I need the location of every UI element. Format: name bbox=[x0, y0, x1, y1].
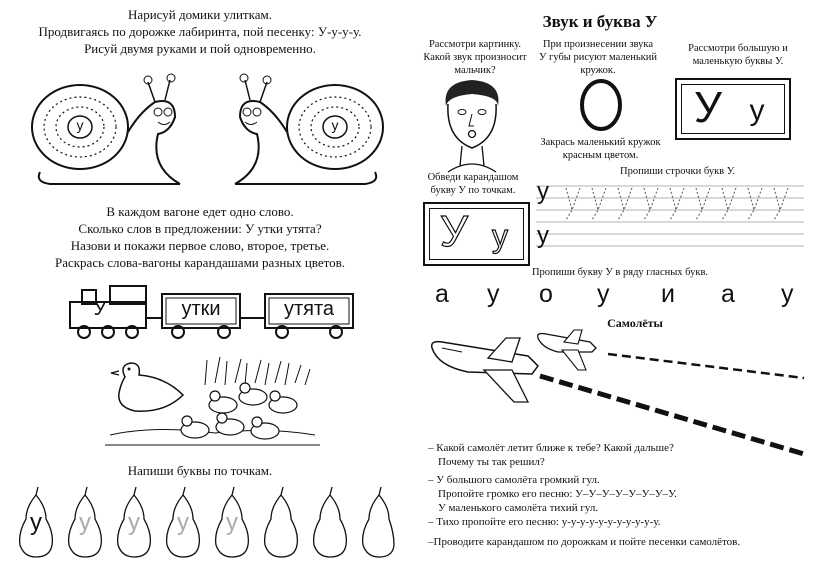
trace-caption: Обведи карандашом букву У по точкам. bbox=[427, 172, 519, 196]
question-line: – У большого самолёта громкий гул. bbox=[428, 474, 600, 486]
letters-box bbox=[675, 78, 791, 140]
question-line: Почему ты так решил? bbox=[438, 456, 545, 468]
instruction-line: Нарисуй домики улиткам. bbox=[128, 7, 272, 22]
trace-big-letter: У bbox=[440, 207, 468, 256]
snail-letter: у bbox=[76, 117, 84, 133]
pear-letter: у bbox=[79, 509, 91, 536]
instruction-line: Сколько слов в предложении: У утки утята? bbox=[78, 221, 322, 236]
boy-face-illustration bbox=[438, 76, 506, 174]
picture-caption: Рассмотри картинку. Какой звук произносит мальчик? bbox=[423, 39, 527, 76]
circle-caption: Закрась маленький кружок красным цветом. bbox=[540, 137, 661, 161]
question-line: У маленького самолёта тихий гул. bbox=[438, 502, 599, 514]
train-word: утята bbox=[283, 298, 335, 320]
ducks-illustration bbox=[105, 355, 320, 450]
sample-letter: у bbox=[537, 222, 549, 249]
instruction-line: Раскрась слова-вагоны карандашами разных цветов. bbox=[54, 255, 346, 270]
write-caption: Пропиши строчки букв У. bbox=[620, 166, 736, 177]
pear-letter: у bbox=[177, 509, 189, 536]
handwriting-lines bbox=[536, 180, 804, 252]
snail-instructions bbox=[0, 6, 400, 58]
instruction-line: Рисуй двумя руками и пой одновременно. bbox=[84, 41, 316, 56]
snail-left-illustration bbox=[30, 72, 190, 192]
vowel-letter: о bbox=[539, 280, 553, 308]
trace-box bbox=[423, 202, 530, 266]
vowel-letter: а bbox=[721, 280, 735, 308]
page-title: Звук и буква У bbox=[542, 12, 658, 31]
lips-circle-icon bbox=[578, 78, 624, 132]
sample-letter: у bbox=[537, 178, 549, 205]
vowels-row bbox=[425, 278, 805, 312]
snail-letter: у bbox=[331, 117, 339, 133]
question-line: –Проводите карандашом по дорожкам и пойте песенки самолётов. bbox=[428, 536, 741, 548]
instruction-line: Назови и покажи первое слово, второе, третье. bbox=[70, 238, 330, 253]
small-letter: у bbox=[749, 94, 765, 127]
question-line: – Тихо пропойте его песню: у-у-у-у-у-у-у-у-у-у-у. bbox=[428, 516, 661, 528]
pears-row bbox=[14, 487, 394, 559]
snail-right-illustration bbox=[225, 72, 385, 192]
instruction-line: В каждом вагоне едет одно слово. bbox=[106, 204, 294, 219]
pear-letter: у bbox=[128, 509, 140, 536]
question-line: – Какой самолёт летит ближе к тебе? Какой дальше? bbox=[428, 442, 674, 454]
pears-instruction: Напиши буквы по точкам. bbox=[127, 463, 273, 478]
pear-letter: у bbox=[30, 509, 42, 536]
letters-caption: Рассмотри большую и маленькую буквы У. bbox=[688, 43, 788, 67]
train-instructions bbox=[0, 203, 400, 273]
big-letter: У bbox=[694, 83, 722, 132]
lips-caption: При произнесении звука У губы рисуют маленький кружок. bbox=[538, 39, 658, 76]
train-word: утки bbox=[181, 298, 221, 320]
vowel-letter: у bbox=[597, 280, 610, 308]
vowel-letter: у bbox=[487, 280, 500, 308]
vowel-letter: и bbox=[661, 280, 675, 308]
planes-illustration bbox=[428, 326, 810, 456]
questions-block bbox=[428, 442, 816, 560]
question-line: Пропойте громко его песню: У–У–У–У–У–У–У–У. bbox=[438, 488, 677, 500]
vowel-letter: у bbox=[781, 280, 794, 308]
planes-title: Самолёты bbox=[607, 316, 663, 330]
vowel-letter: а bbox=[435, 280, 449, 308]
instruction-line: Продвигаясь по дорожке лабиринта, пой песенку: У-у-у-у. bbox=[38, 24, 362, 39]
train-word: У bbox=[93, 298, 107, 320]
vowels-caption: Пропиши букву У в ряду гласных букв. bbox=[531, 267, 709, 278]
trace-small-letter: у bbox=[492, 218, 508, 254]
pear-letter: у bbox=[226, 509, 238, 536]
